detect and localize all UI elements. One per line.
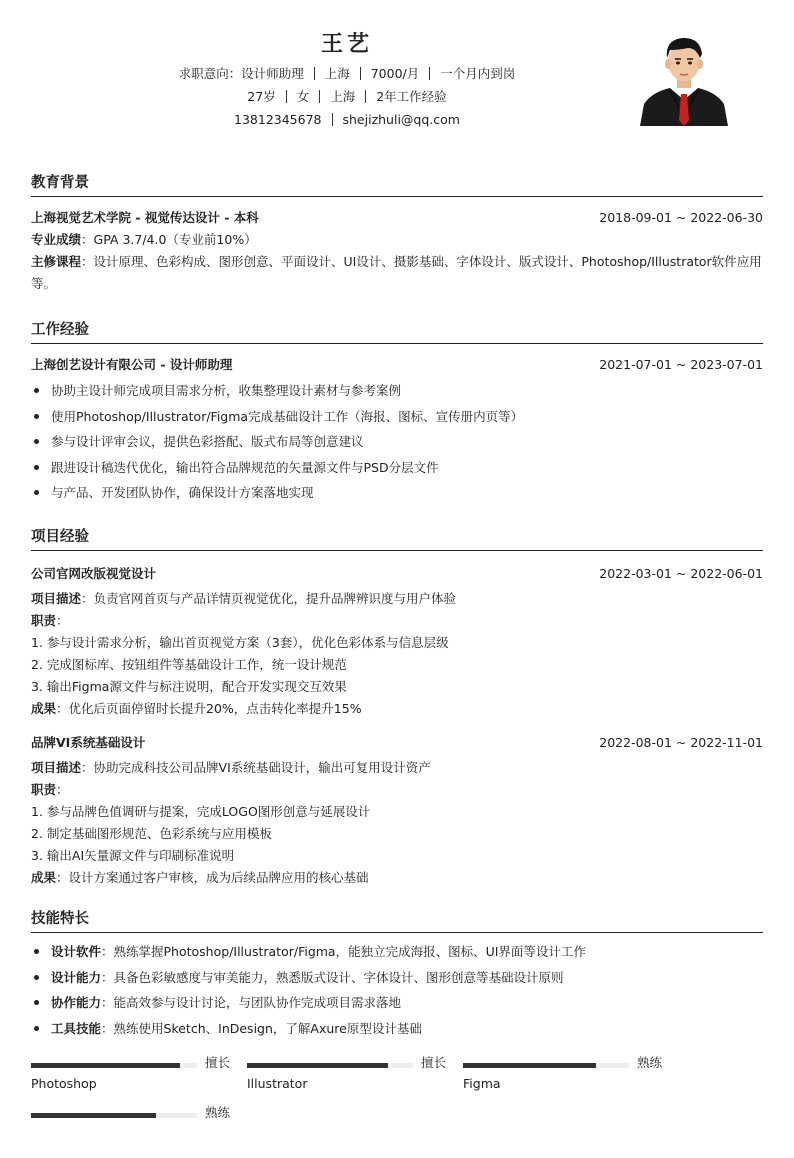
skills-list xyxy=(31,939,763,1041)
skill-item xyxy=(31,990,763,1016)
project-result xyxy=(31,867,763,889)
result-label: 成果 xyxy=(31,701,57,716)
list-item: 跟进设计稿迭代优化，输出符合品牌规范的矢量源文件与PSD分层文件 xyxy=(31,455,763,481)
skill-bar-photoshop xyxy=(31,1055,231,1108)
projects-title: 项目经验 xyxy=(31,526,763,551)
skill-bar-4 xyxy=(31,1105,231,1158)
skills-title: 技能特长 xyxy=(31,908,763,933)
duty-colon: ： xyxy=(56,782,69,797)
project-header xyxy=(31,732,763,754)
project-description-text: ：负责官网首页与产品详情页视觉优化，提升品牌辨识度与用户体验 xyxy=(81,591,457,606)
experience-years: 2年工作经验 xyxy=(376,89,447,104)
skill-bar-fill xyxy=(31,1113,156,1118)
education-title: 教育背景 xyxy=(31,172,763,197)
duty-item: 3. 输出Figma源文件与标注说明，配合开发实现交互效果 xyxy=(31,679,347,694)
work-entry-header xyxy=(31,354,763,376)
email: shejizhuli@qq.com xyxy=(342,112,460,127)
divider xyxy=(360,67,361,80)
education-section xyxy=(31,172,763,295)
project-description-label: 项目描述 xyxy=(31,760,82,775)
skill-name: Figma xyxy=(463,1076,501,1091)
skill-item xyxy=(31,939,763,965)
phone: 13812345678 xyxy=(234,112,322,127)
gpa-line xyxy=(31,229,763,251)
project-header xyxy=(31,563,763,585)
gpa-value: ：GPA 3.7/4.0（专业前10%） xyxy=(81,232,257,247)
project-description-label: 项目描述 xyxy=(31,591,82,606)
duty-item: 2. 制定基础图形规范、色彩系统与应用模板 xyxy=(31,826,272,841)
list-item: 参与设计评审会议，提供色彩搭配、版式布局等创意建议 xyxy=(31,429,763,455)
skill-text: ：熟练使用Sketch、InDesign，了解Axure原型设计基础 xyxy=(101,1020,422,1036)
skill-bar-fill xyxy=(31,1063,180,1068)
project-name: 品牌VI系统基础设计 xyxy=(31,735,146,750)
projects-section xyxy=(31,526,763,889)
courses-value: ：设计原理、色彩构成、图形创意、平面设计、UI设计、摄影基础、字体设计、版式设计、Photoshop/Illustrator软件应用等。 xyxy=(31,254,762,291)
list-item: 协助主设计师完成项目需求分析，收集整理设计素材与参考案例 xyxy=(31,378,763,404)
courses-line xyxy=(31,251,763,295)
skill-bar-track xyxy=(31,1113,197,1118)
skill-text: ：能高效参与设计讨论，与团队协作完成项目需求落地 xyxy=(101,995,402,1010)
skill-bar-figma xyxy=(463,1055,663,1108)
skill-level: 擅长 xyxy=(205,1055,231,1070)
divider xyxy=(365,90,366,103)
work-title: 工作经验 xyxy=(31,319,763,344)
courses-label: 主修课程 xyxy=(31,254,82,269)
skill-name: Illustrator xyxy=(247,1076,308,1091)
education-dates: 2018-09-01 ~ 2022-06-30 xyxy=(599,210,763,225)
job-intent: 求职意向：设计师助理 xyxy=(178,66,304,81)
divider xyxy=(319,90,320,103)
skill-level: 熟练 xyxy=(637,1055,663,1070)
work-city: 上海 xyxy=(324,66,350,81)
skill-bar-track xyxy=(31,1063,197,1068)
skill-label: 设计软件 xyxy=(51,944,102,959)
skill-text: ：熟练掌握Photoshop/Illustrator/Figma，能独立完成海报、图标、UI界面等设计工作 xyxy=(101,944,586,959)
work-duties-list xyxy=(31,378,763,506)
divider xyxy=(286,90,287,103)
skill-bar-fill xyxy=(247,1063,388,1068)
education-entry-header xyxy=(31,207,763,229)
candidate-name: 王艺 xyxy=(320,32,373,57)
skill-level: 熟练 xyxy=(205,1105,231,1120)
gender: 女 xyxy=(296,89,310,104)
result-label: 成果 xyxy=(31,870,57,885)
skill-item xyxy=(31,965,763,991)
duty-label: 职责 xyxy=(31,613,57,628)
avatar-photo xyxy=(638,28,730,126)
work-dates: 2021-07-01 ~ 2023-07-01 xyxy=(599,357,763,372)
gpa-label: 专业成绩 xyxy=(31,232,82,247)
project-duty-heading xyxy=(31,779,763,801)
project-dates: 2022-03-01 ~ 2022-06-01 xyxy=(599,566,763,581)
skill-bar-fill xyxy=(463,1063,596,1068)
duty-item: 1. 参与设计需求分析，输出首页视觉方案（3套），优化色彩体系与信息层级 xyxy=(31,635,449,650)
duty-item: 2. 完成图标库、按钮组件等基础设计工作，统一设计规范 xyxy=(31,657,347,672)
skill-bar-track xyxy=(247,1063,413,1068)
skill-label: 协作能力 xyxy=(51,995,102,1010)
project-name: 公司官网改版视觉设计 xyxy=(31,566,157,581)
divider xyxy=(332,113,333,126)
duty-item: 1. 参与品牌色值调研与提案，完成LOGO图形创意与延展设计 xyxy=(31,804,371,819)
project-description-text: ：协助完成科技公司品牌VI系统基础设计，输出可复用设计资产 xyxy=(81,760,431,775)
project-duty-heading xyxy=(31,610,763,632)
project-description xyxy=(31,757,763,779)
residence: 上海 xyxy=(330,89,356,104)
list-item: 使用Photoshop/Illustrator/Figma完成基础设计工作（海报、图标、宣传册内页等） xyxy=(31,404,763,430)
skill-name: Photoshop xyxy=(31,1076,97,1091)
skill-bar-illustrator xyxy=(247,1055,447,1108)
company-role: 上海创艺设计有限公司 - 设计师助理 xyxy=(31,357,233,372)
skill-text: ：具备色彩敏感度与审美能力，熟悉版式设计、字体设计、图形创意等基础设计原则 xyxy=(101,969,564,985)
duty-item: 3. 输出AI矢量源文件与印刷标准说明 xyxy=(31,848,235,863)
duty-label: 职责 xyxy=(31,782,57,797)
project-entry xyxy=(31,732,763,889)
school-major-degree: 上海视觉艺术学院 - 视觉传达设计 - 本科 xyxy=(31,210,259,225)
project-dates: 2022-08-01 ~ 2022-11-01 xyxy=(599,735,763,750)
expected-salary: 7000/月 xyxy=(370,66,420,81)
skills-section xyxy=(31,908,763,1041)
result-text: ：设计方案通过客户审核，成为后续品牌应用的核心基础 xyxy=(56,870,369,885)
result-text: ：优化后页面停留时长提升20%，点击转化率提升15% xyxy=(56,701,362,716)
divider xyxy=(314,67,315,80)
project-result xyxy=(31,698,763,720)
list-item: 与产品、开发团队协作，确保设计方案落地实现 xyxy=(31,480,763,506)
availability: 一个月内到岗 xyxy=(440,66,516,81)
skill-item xyxy=(31,1016,763,1042)
avatar-illustration xyxy=(638,28,730,126)
divider xyxy=(429,67,430,80)
age: 27岁 xyxy=(247,89,276,104)
skill-label: 工具技能 xyxy=(51,1020,102,1036)
duty-colon: ： xyxy=(56,613,69,628)
work-section xyxy=(31,319,763,506)
project-entry xyxy=(31,563,763,720)
project-description xyxy=(31,588,763,610)
skill-level: 擅长 xyxy=(421,1055,447,1070)
skill-bar-track xyxy=(463,1063,629,1068)
skill-label: 设计能力 xyxy=(51,969,102,985)
